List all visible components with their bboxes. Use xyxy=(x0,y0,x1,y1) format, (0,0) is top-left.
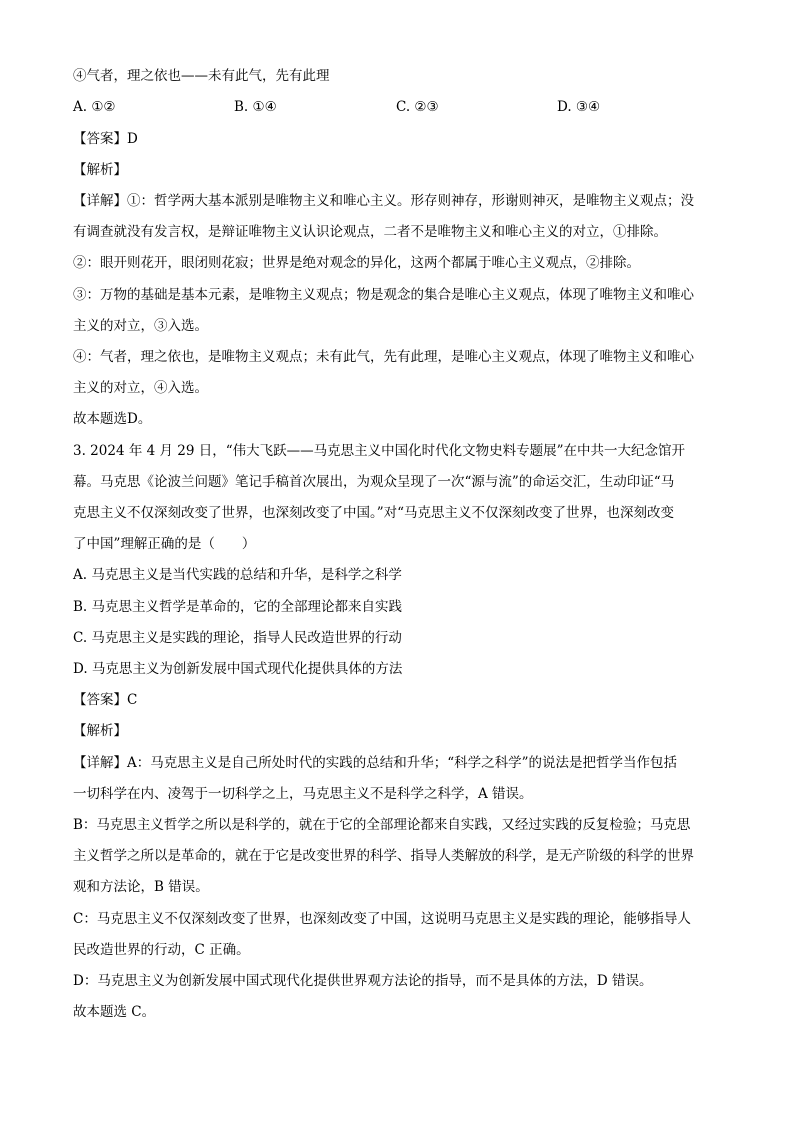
q3-option-d: D. 马克思主义为创新发展中国式现代化提供具体的方法 xyxy=(73,661,403,677)
q2-choice-c: C. ②③ xyxy=(396,99,439,115)
q2-detail-line: ④：气者，理之依也，是唯物主义观点；未有此气，先有此理，是唯心主义观点，体现了唯物主义和唯心 xyxy=(73,349,694,365)
q2-conclusion: 故本题选D。 xyxy=(73,411,152,427)
q2-choice-d: D. ③④ xyxy=(557,99,601,115)
q3-detail-line: 一切科学在内、凌驾于一切科学之上，马克思主义不是科学之科学，A 错误。 xyxy=(73,786,533,802)
q3-answer: 【答案】C xyxy=(73,692,138,708)
q2-detail-line: ②：眼开则花开，眼闭则花寂；世界是绝对观念的异化，这两个都属于唯心主义观点，②排除。 xyxy=(73,255,640,271)
q2-answer: 【答案】D xyxy=(73,131,138,147)
q2-detail-line: 主义的对立，③入选。 xyxy=(73,318,208,334)
q3-stem-line: 3. 2024 年 4 月 29 日，“伟大飞跃——马克思主义中国化时代化文物史料专题展”在中共一大纪念馆开 xyxy=(73,443,686,459)
q3-stem-line: 了中国”理解正确的是（ ） xyxy=(73,536,256,552)
q2-option-four-statement: ④气者，理之依也——未有此气，先有此理 xyxy=(73,68,330,84)
q3-detail-line: D：马克思主义为创新发展中国式现代化提供世界观方法论的指导，而不是具体的方法，D 错误。 xyxy=(73,973,653,989)
q3-detail-line: 【详解】A：马克思主义是自己所处时代的实践的总结和升华；“科学之科学”的说法是把哲学当作包括 xyxy=(73,755,678,771)
q2-detail-line: 【详解】①：哲学两大基本派别是唯物主义和唯心主义。形存则神存，形谢则神灭，是唯物主义观点；没 xyxy=(73,193,694,209)
q2-detail-line: ③：万物的基础是基本元素，是唯物主义观点；物是观念的集合是唯心主义观点，体现了唯物主义和唯心 xyxy=(73,287,694,303)
q3-detail-line: B：马克思主义哲学之所以是科学的，就在于它的全部理论都来自实践，又经过实践的反复检验；马克思 xyxy=(73,817,691,833)
q3-option-a: A. 马克思主义是当代实践的总结和升华，是科学之科学 xyxy=(73,567,402,583)
q3-detail-line: C：马克思主义不仅深刻改变了世界，也深刻改变了中国，这说明马克思主义是实践的理论，能够指导人 xyxy=(73,911,691,927)
q2-detail-line: 主义的对立，④入选。 xyxy=(73,380,208,396)
q3-analysis-heading: 【解析】 xyxy=(73,723,127,739)
q3-option-b: B. 马克思主义哲学是革命的，它的全部理论都来自实践 xyxy=(73,599,403,615)
q2-detail-line: 有调查就没有发言权，是辩证唯物主义认识论观点，二者不是唯物主义和唯心主义的对立，①排除。 xyxy=(73,224,667,240)
q3-option-c: C. 马克思主义是实践的理论，指导人民改造世界的行动 xyxy=(73,630,402,646)
q3-detail-line: 民改造世界的行动，C 正确。 xyxy=(73,942,250,958)
q3-stem-line: 克思主义不仅深刻改变了世界，也深刻改变了中国。”对“马克思主义不仅深刻改变了世界，也深刻改变 xyxy=(73,505,675,521)
q3-detail-line: 观和方法论，B 错误。 xyxy=(73,879,209,895)
q3-conclusion: 故本题选 C。 xyxy=(73,1004,156,1020)
q2-analysis-heading: 【解析】 xyxy=(73,162,127,178)
q3-detail-line: 主义哲学之所以是革命的，就在于它是改变世界的科学、指导人类解放的科学，是无产阶级的科学的世界 xyxy=(73,848,694,864)
q3-stem-line: 幕。马克思《论波兰问题》笔记手稿首次展出，为观众呈现了一次“源与流”的命运交汇，生动印证“马 xyxy=(73,474,675,490)
q2-choice-b: B. ①④ xyxy=(234,99,277,115)
q2-choice-a: A. ①② xyxy=(73,99,116,115)
q2-choices xyxy=(73,97,633,117)
